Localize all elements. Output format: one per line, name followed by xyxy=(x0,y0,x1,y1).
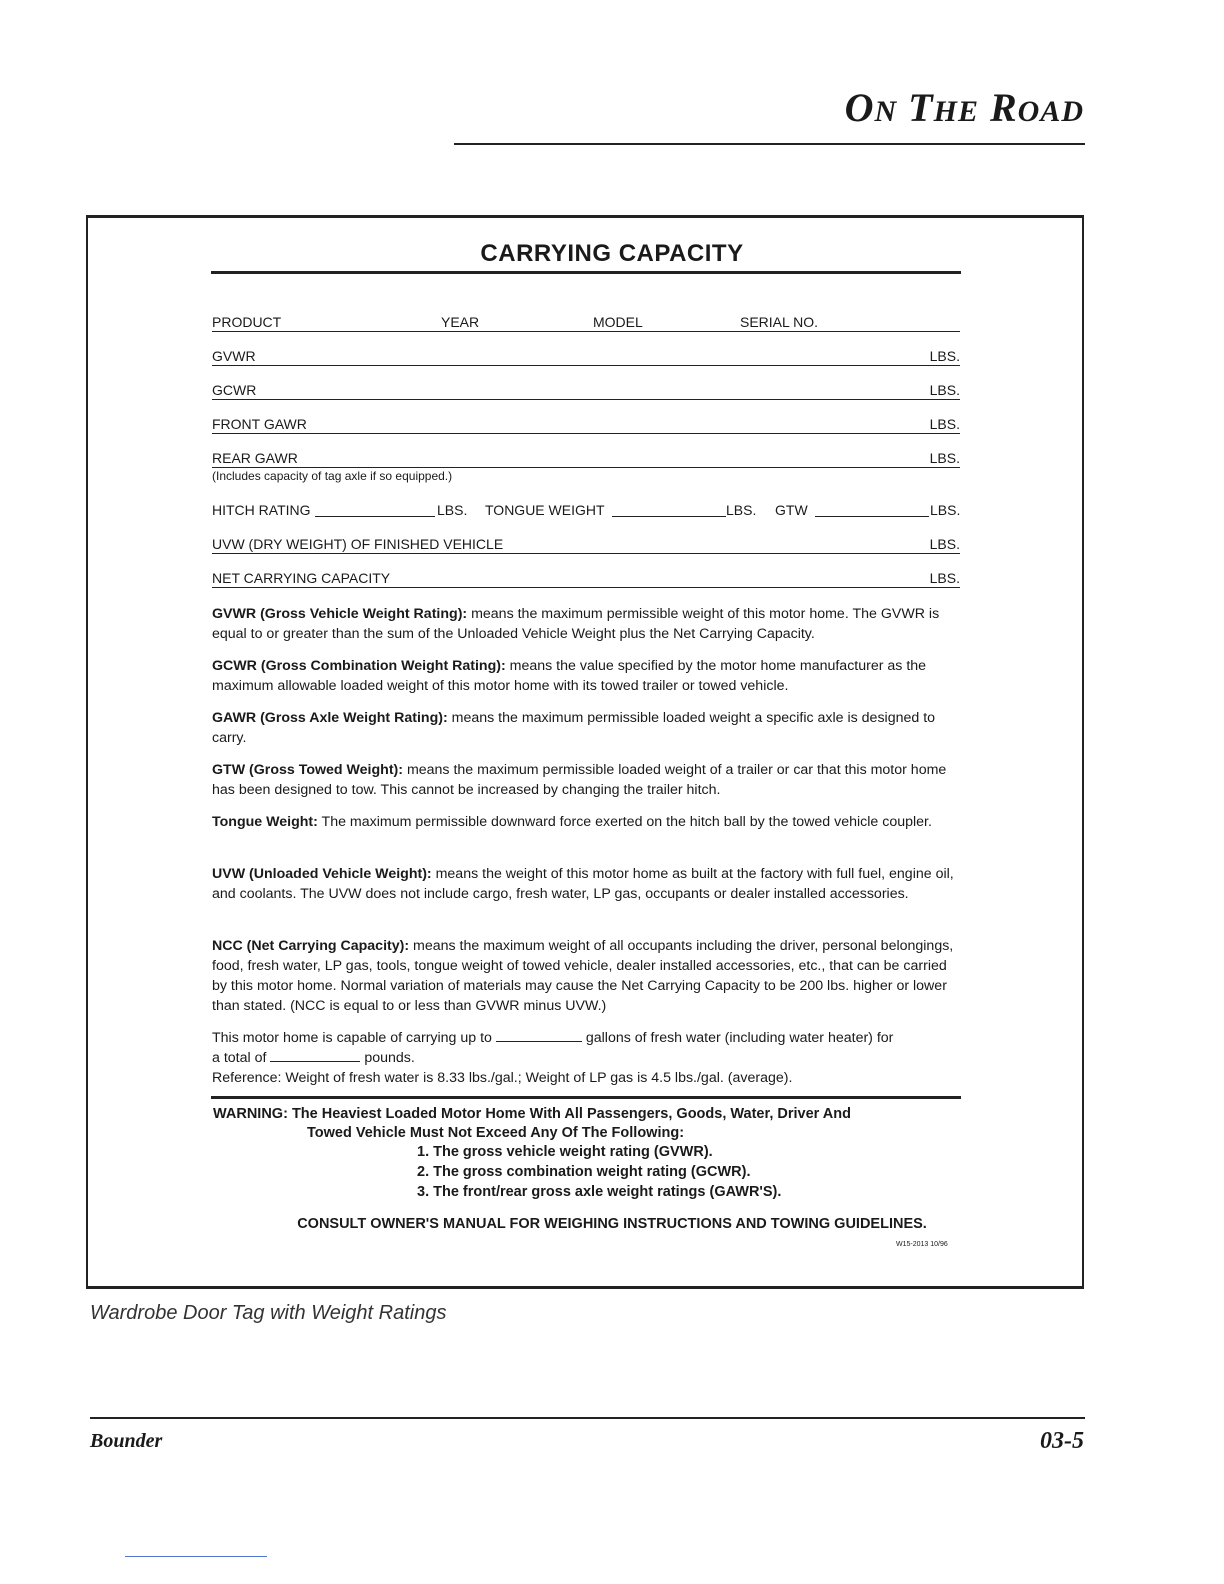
lbs-unit: LBS. xyxy=(929,536,960,552)
water-capacity-line: This motor home is capable of carrying up to gallons of fresh water (including water heater) for xyxy=(212,1030,894,1046)
tag-title: CARRYING CAPACITY xyxy=(480,240,744,267)
product-row xyxy=(212,313,960,332)
warning-item-2: 2. The gross combination weight rating (GCWR). xyxy=(417,1164,751,1180)
water-reference: Reference: Weight of fresh water is 8.33 lbs./gal.; Weight of LP gas is 4.5 lbs./gal. (average). xyxy=(212,1070,793,1086)
consult-manual-notice: CONSULT OWNER'S MANUAL FOR WEIGHING INSTRUCTIONS AND TOWING GUIDELINES. xyxy=(297,1216,927,1232)
figure-caption: Wardrobe Door Tag with Weight Ratings xyxy=(90,1302,447,1324)
warning-line-1: WARNING: The Heaviest Loaded Motor Home With All Passengers, Goods, Water, Driver And xyxy=(213,1106,851,1122)
warning-label: WARNING: xyxy=(213,1106,288,1122)
definition-gvwr: GVWR (Gross Vehicle Weight Rating): means the maximum permissible weight of this motor home. The GVWR is equal to or greater than the sum of the Unloaded Vehicle Weight plus the Net Carrying Capacity. xyxy=(212,606,940,642)
definition-ncc: NCC (Net Carrying Capacity): means the maximum weight of all occupants including the driver, personal belongings, food, fresh water, LP gas, tools, tongue weight of towed vehicle, dealer installed accessories, etc., that can be carried by this motor home. Normal variation of materials may cause the Net Carrying Capacity to be 200 lbs. higher or lower than stated. (NCC is equal to or less than GVWR minus UVW.) xyxy=(212,938,954,1014)
uvw-row xyxy=(212,535,960,554)
definition-uvw: UVW (Unloaded Vehicle Weight): means the weight of this motor home as built at the factory with full fuel, engine oil, and coolants. The UVW does not include cargo, fresh water, LP gas, occupants or dealer installed accessories. xyxy=(212,866,954,902)
gvwr-row xyxy=(212,347,960,366)
rear-gawr-label: REAR GAWR xyxy=(212,450,298,466)
scan-artifact-line xyxy=(125,1556,267,1557)
front-gawr-row xyxy=(212,415,960,434)
rear-gawr-row xyxy=(212,449,960,468)
gtw-blank xyxy=(815,516,929,517)
chapter-title: ON THE ROAD xyxy=(844,85,1084,130)
warning-item-1: 1. The gross vehicle weight rating (GVWR). xyxy=(417,1144,713,1160)
gallons-blank xyxy=(496,1029,582,1042)
definition-tongue-weight: Tongue Weight: The maximum permissible downward force exerted on the hitch ball by the towed vehicle coupler. xyxy=(212,814,932,830)
front-gawr-label: FRONT GAWR xyxy=(212,416,307,432)
footer-divider xyxy=(90,1417,1085,1419)
lbs-unit: LBS. xyxy=(929,382,960,398)
lbs-unit: LBS. xyxy=(930,502,961,518)
hitch-blank xyxy=(315,516,435,517)
title-divider xyxy=(211,271,961,274)
tag-form-code: W15-2013 10/96 xyxy=(896,1241,948,1248)
definition-gawr: GAWR (Gross Axle Weight Rating): means the maximum permissible loaded weight a specific axle is designed to carry. xyxy=(212,710,936,746)
gtw-label: GTW xyxy=(775,502,808,518)
rear-gawr-note: (Includes capacity of tag axle if so equipped.) xyxy=(212,469,453,483)
page-number: 03-5 xyxy=(1040,1428,1084,1454)
warning-divider xyxy=(211,1096,961,1099)
lbs-unit: LBS. xyxy=(929,450,960,466)
ncc-label: NET CARRYING CAPACITY xyxy=(212,570,391,586)
gcwr-row xyxy=(212,381,960,400)
lbs-unit: LBS. xyxy=(726,502,757,518)
gvwr-label: GVWR xyxy=(212,348,256,364)
water-total-line: a total of pounds. xyxy=(212,1050,415,1066)
hitch-row xyxy=(212,500,960,520)
ncc-row xyxy=(212,569,960,588)
pounds-blank xyxy=(270,1049,360,1062)
footer-brand: Bounder xyxy=(90,1430,163,1452)
tongue-blank xyxy=(612,516,726,517)
lbs-unit: LBS. xyxy=(929,416,960,432)
lbs-unit: LBS. xyxy=(929,348,960,364)
warning-line-2: Towed Vehicle Must Not Exceed Any Of The Following: xyxy=(307,1125,685,1141)
year-label: YEAR xyxy=(441,314,480,330)
warning-item-3: 3. The front/rear gross axle weight ratings (GAWR'S). xyxy=(417,1184,782,1200)
definition-gcwr: GCWR (Gross Combination Weight Rating): means the value specified by the motor home manufacturer as the maximum allowable loaded weight of this motor home with its towed trailer or towed vehicle. xyxy=(212,658,927,694)
lbs-unit: LBS. xyxy=(437,502,468,518)
gcwr-label: GCWR xyxy=(212,382,257,398)
model-label: MODEL xyxy=(593,314,643,330)
uvw-label: UVW (DRY WEIGHT) OF FINISHED VEHICLE xyxy=(212,536,504,552)
definition-gtw: GTW (Gross Towed Weight): means the maximum permissible loaded weight of a trailer or car that this motor home has been designed to tow. This cannot be increased by changing the trailer hitch. xyxy=(212,762,947,798)
serial-label: SERIAL NO. xyxy=(740,314,819,330)
header-divider xyxy=(454,143,1085,145)
product-label: PRODUCT xyxy=(212,314,282,330)
tongue-weight-label: TONGUE WEIGHT xyxy=(485,502,605,518)
lbs-unit: LBS. xyxy=(929,570,960,586)
hitch-rating-label: HITCH RATING xyxy=(212,502,311,518)
